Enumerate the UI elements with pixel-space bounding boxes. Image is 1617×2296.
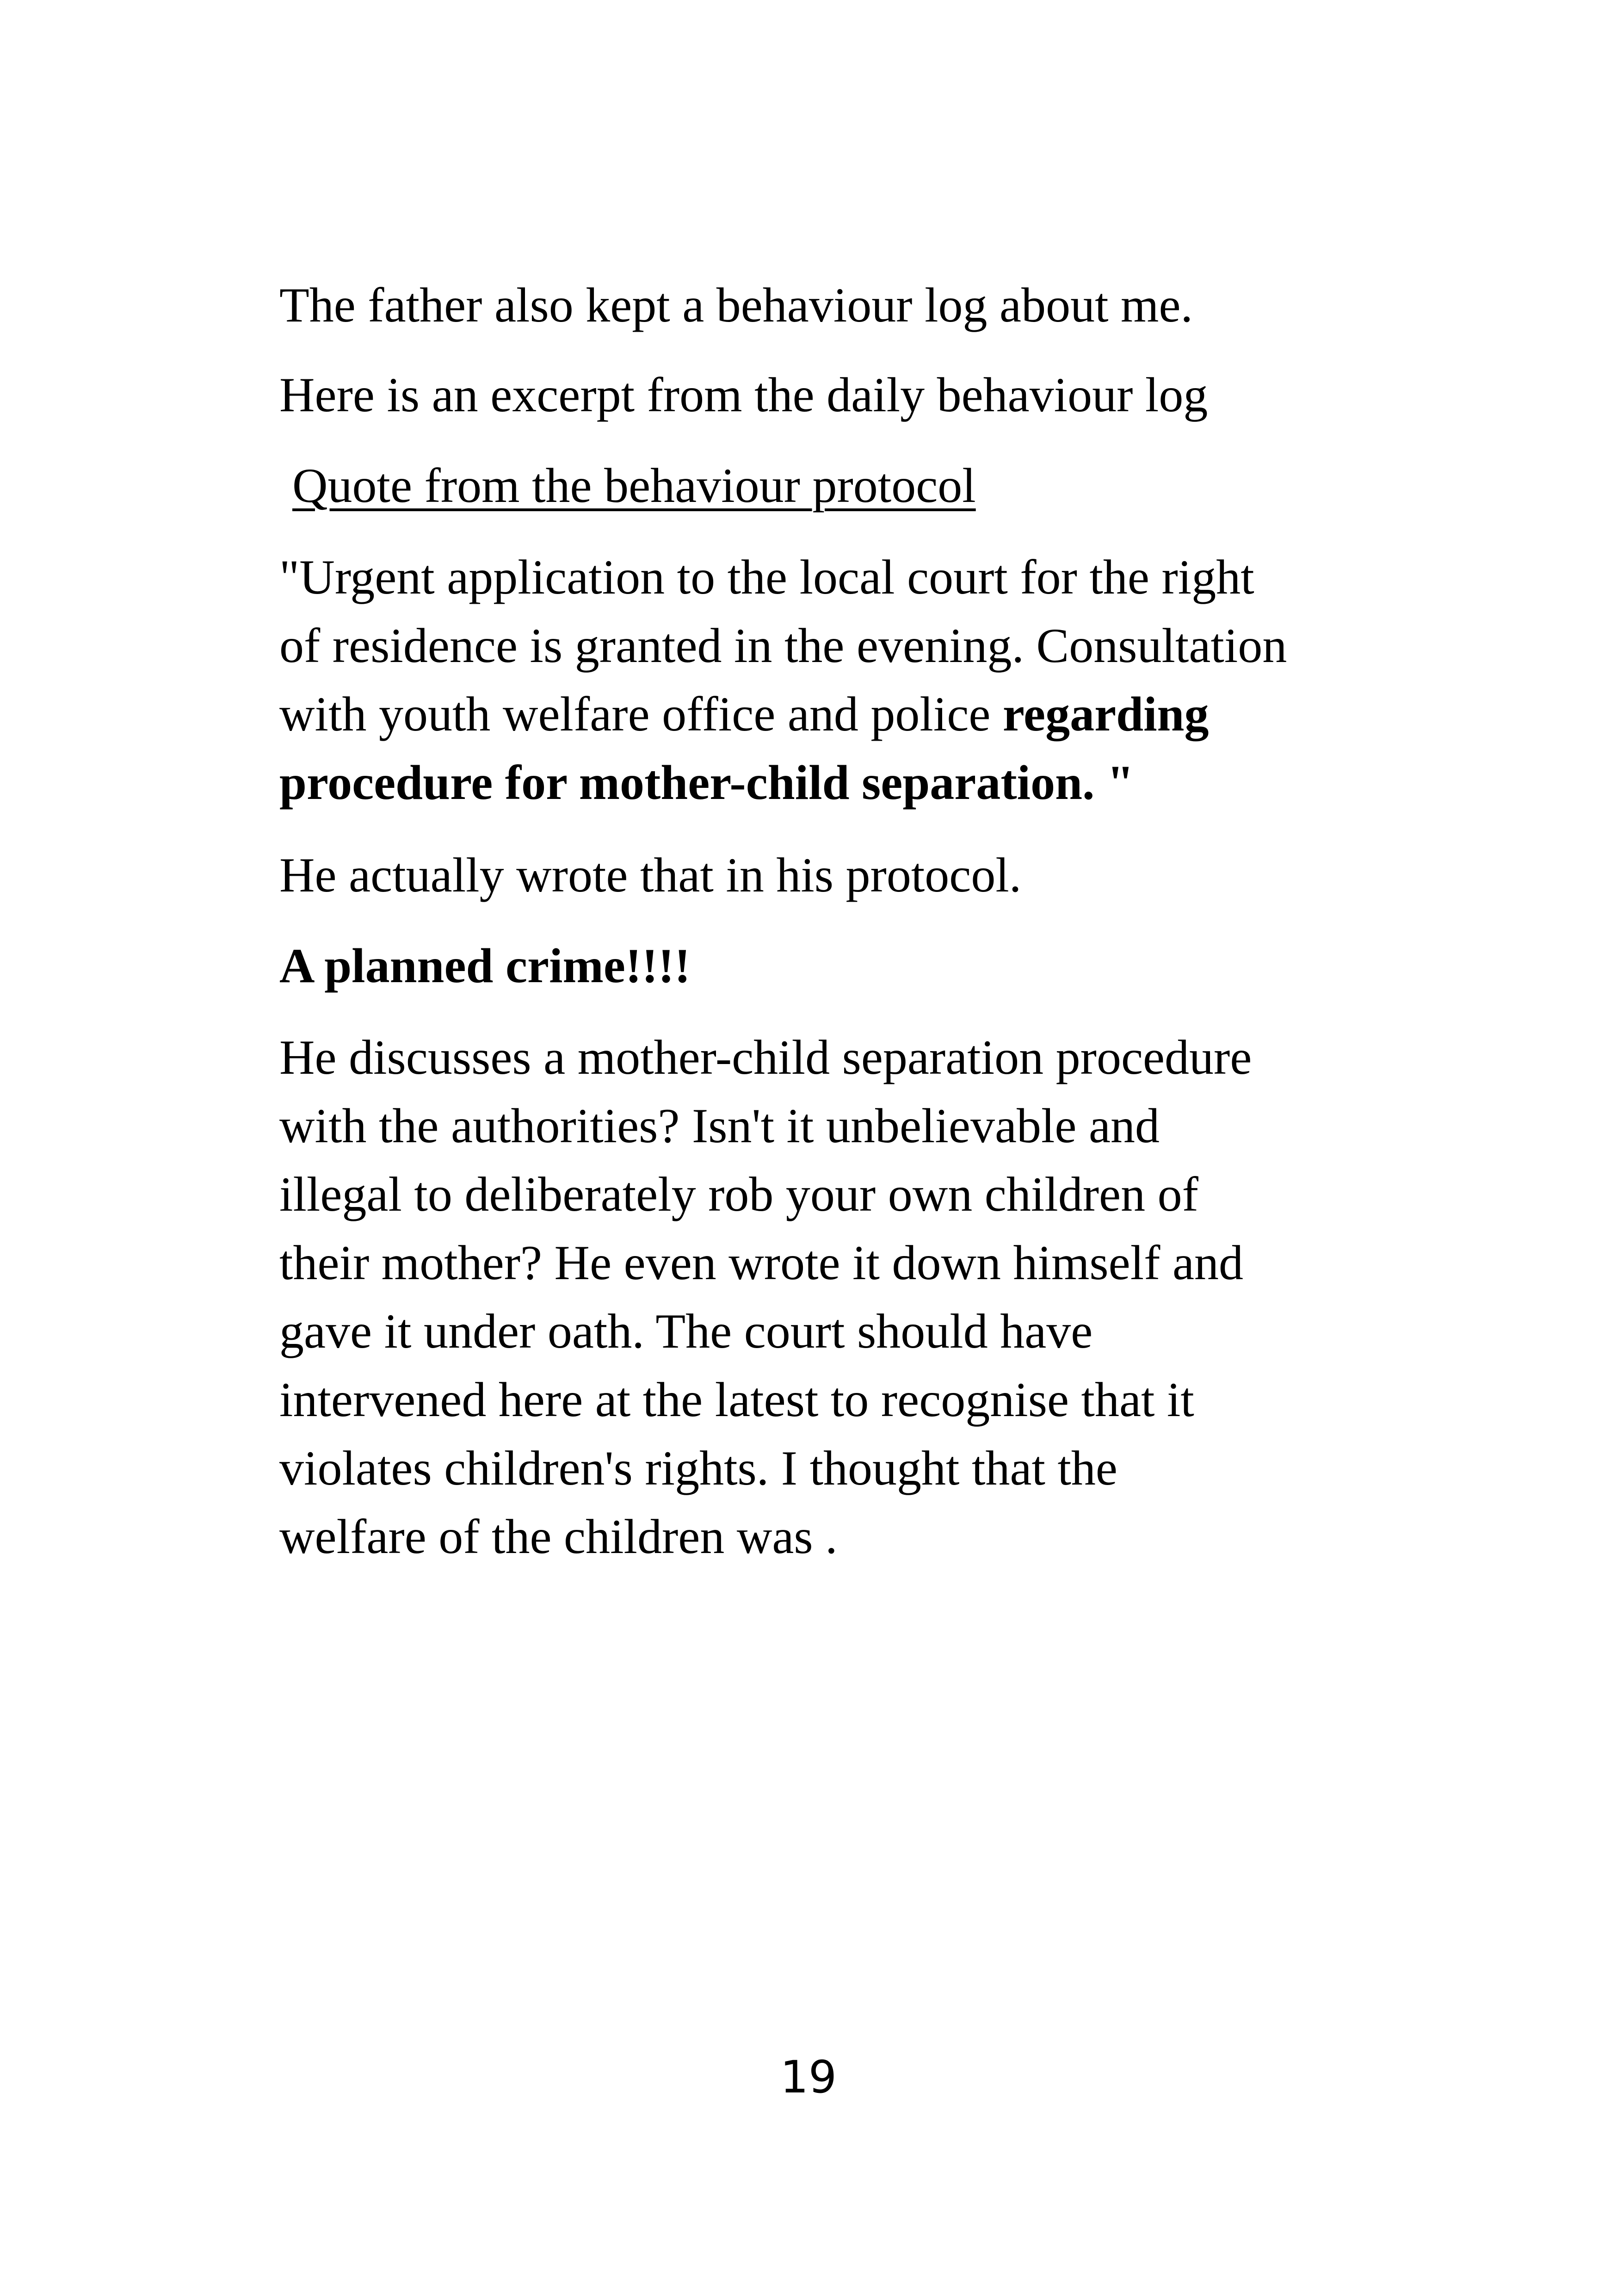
body-line: He discusses a mother-child separation procedure: [279, 1030, 1252, 1084]
quote-line: of residence is granted in the evening. Consultation: [279, 619, 1287, 673]
quote-heading-text: Quote from the behaviour protocol: [292, 458, 976, 513]
body-line: welfare of the children was .: [279, 1510, 838, 1564]
body-line: violates children's rights. I thought that the: [279, 1441, 1117, 1495]
quote-block: [279, 543, 1362, 817]
body-line: with the authorities? Isn't it unbelievable and: [279, 1099, 1160, 1153]
quote-heading: [292, 452, 1375, 520]
quote-line: "Urgent application to the local court for the right: [279, 550, 1254, 604]
heading-planned-crime: A planned crime!!!!: [279, 939, 691, 993]
quote-bold-text: regarding: [1002, 687, 1209, 741]
body-line: intervened here at the latest to recognise that it: [279, 1373, 1194, 1427]
quote-line-bold: procedure for mother-child separation. ": [279, 755, 1134, 810]
body-line: their mother? He even wrote it down himself and: [279, 1236, 1244, 1290]
paragraph-discussion: [279, 1023, 1362, 1571]
page-number: 19: [780, 2051, 837, 2103]
paragraph-protocol-statement: He actually wrote that in his protocol.: [279, 848, 1022, 902]
body-line: illegal to deliberately rob your own children of: [279, 1167, 1198, 1221]
paragraph-excerpt-intro: Here is an excerpt from the daily behaviour log: [279, 368, 1208, 422]
quote-line: [279, 680, 1362, 749]
body-line: gave it under oath. The court should have: [279, 1304, 1093, 1358]
paragraph-behaviour-log: The father also kept a behaviour log about me.: [279, 278, 1193, 332]
quote-text: with youth welfare office and police: [279, 687, 1003, 741]
